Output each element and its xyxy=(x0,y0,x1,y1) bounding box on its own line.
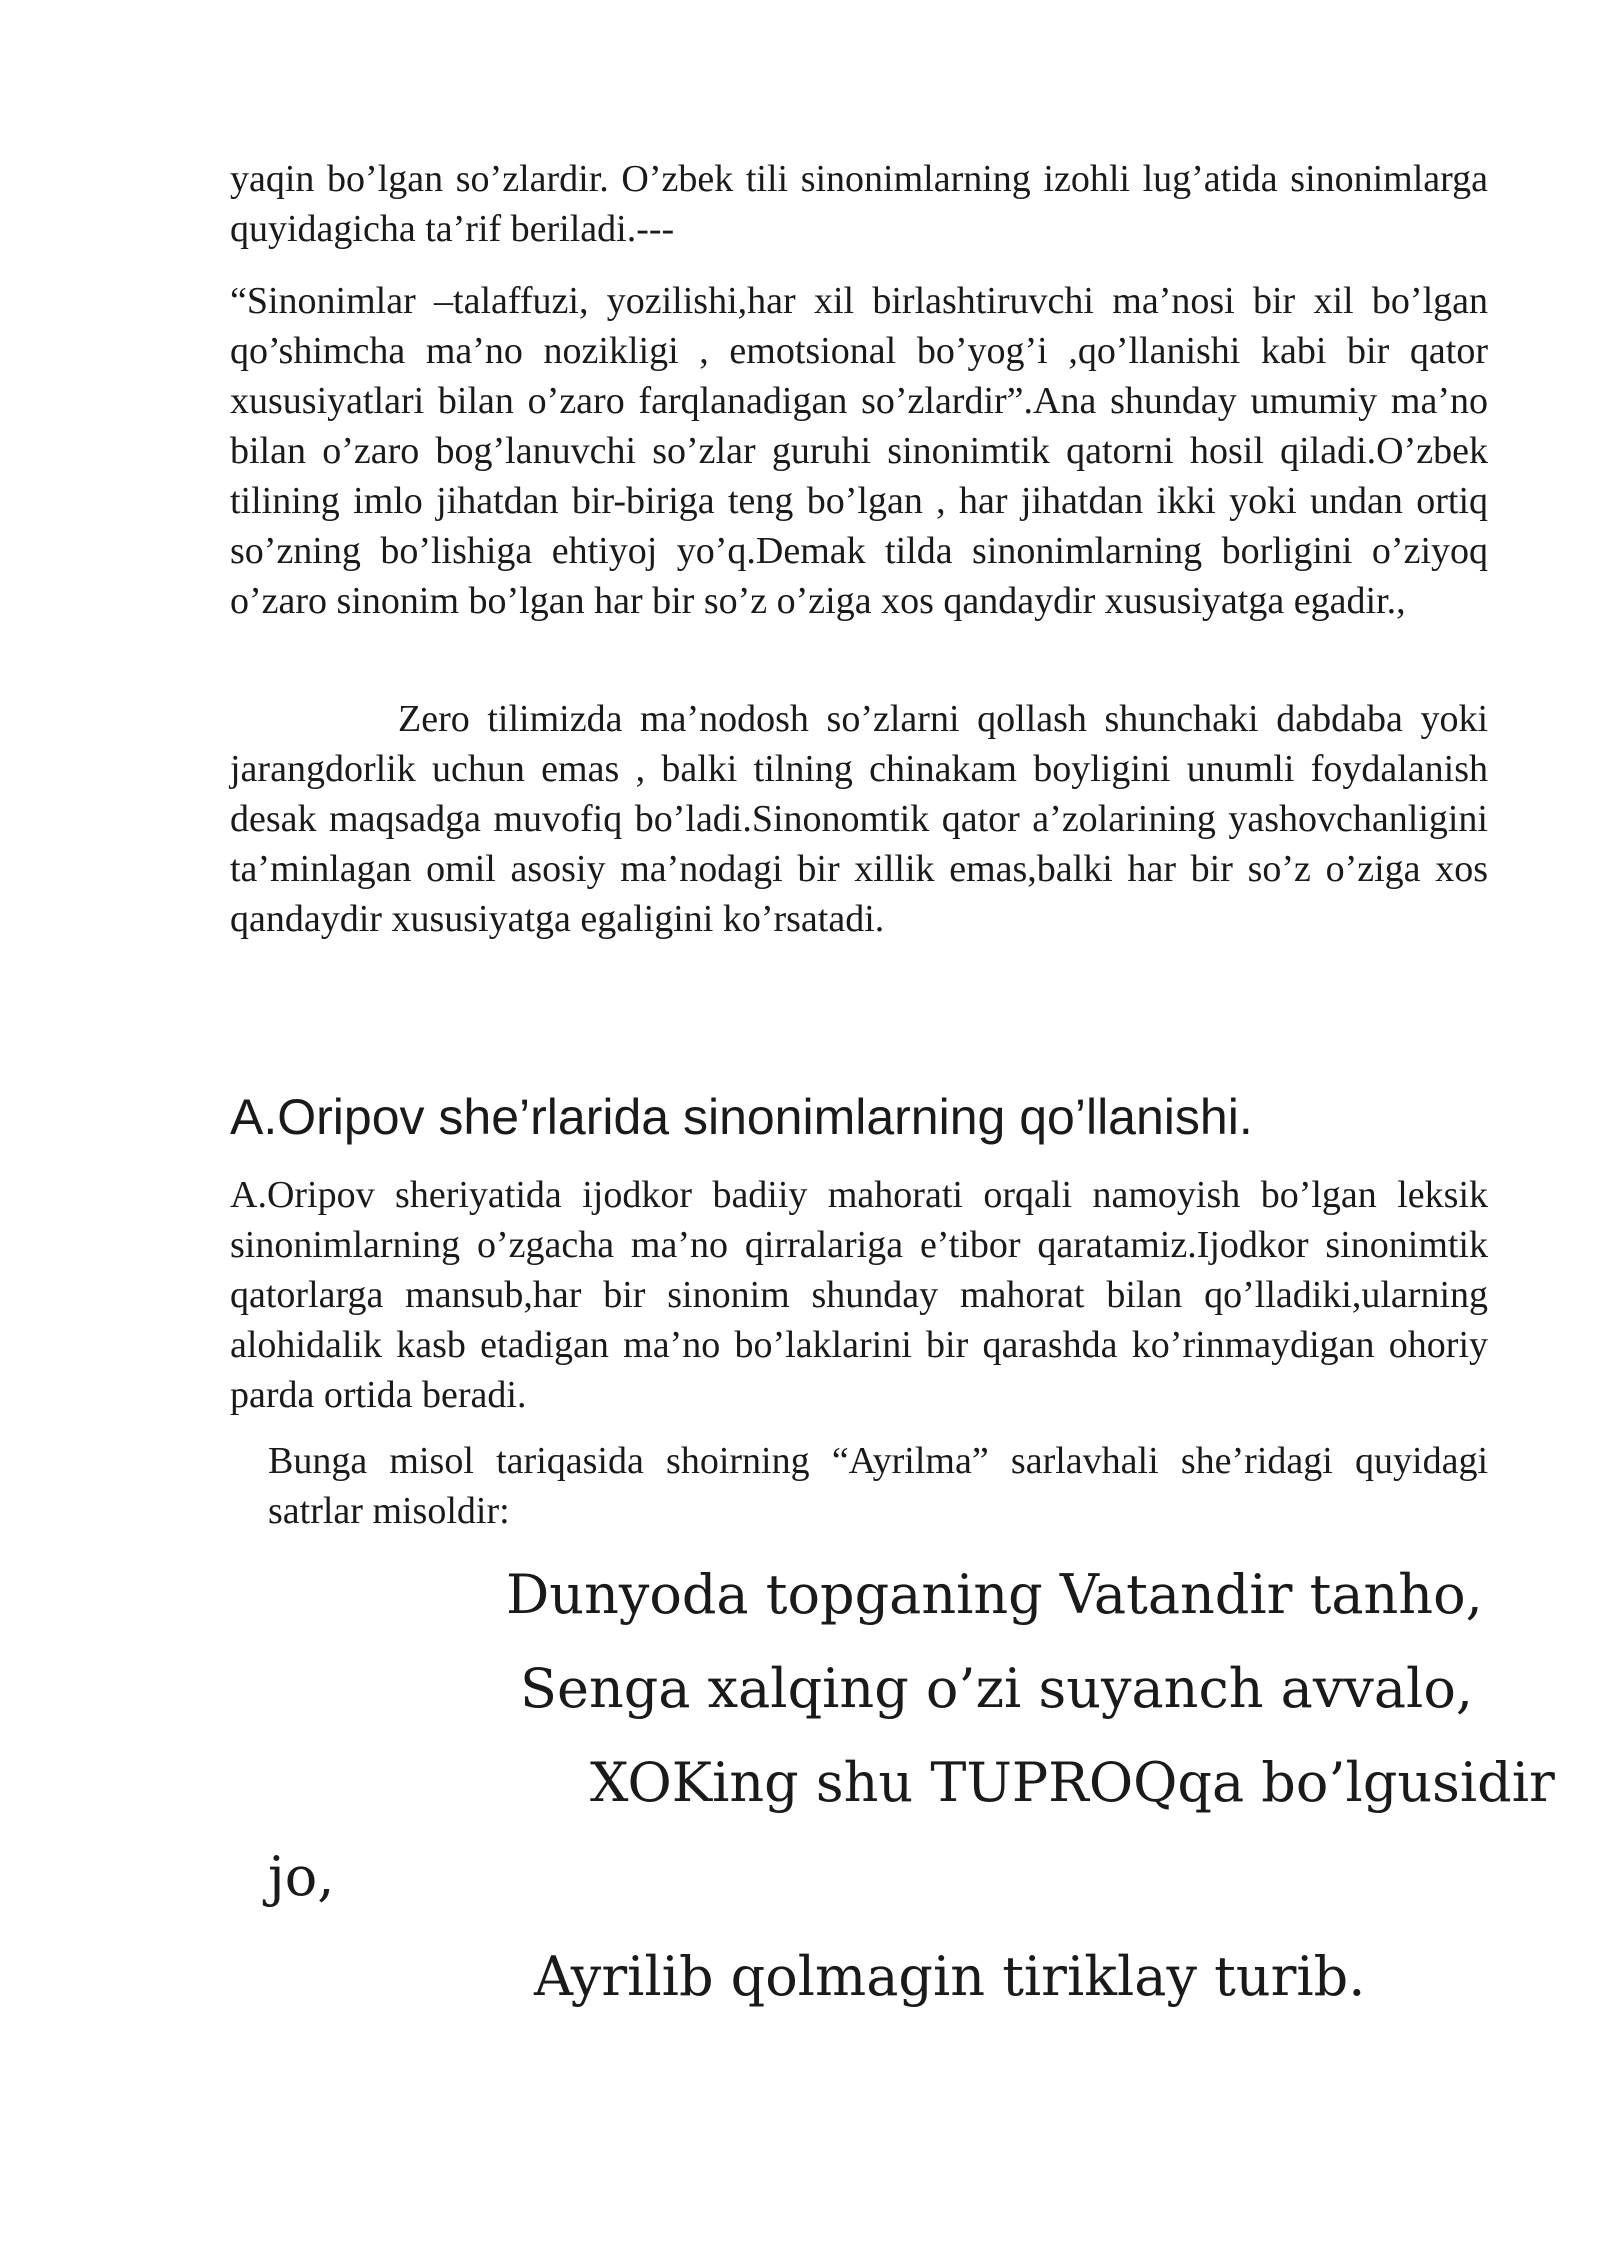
section-heading: A.Oripov she’rlarida sinonimlarning qo’llanishi. xyxy=(230,1089,1253,1145)
verse-line-continuation: jo, xyxy=(268,1845,335,1908)
verse-line: Senga xalqing o’zi suyanch avvalo, xyxy=(520,1657,1473,1720)
paragraph-example-intro: Bunga misol tariqasida shoirning “Ayrilma” sarlavhali she’ridagi quyidagi satrlar misoldir: xyxy=(268,1440,1488,1532)
verse-line: Dunyoda topganing Vatandir tanho, xyxy=(506,1563,1483,1626)
verse-line: XOKing shu TUPROQqa bo’lgusidir xyxy=(590,1751,1555,1814)
paragraph-definition: “Sinonimlar –talaffuzi, yozilishi,har xil birlashtiruvchi ma’nosi bir xil bo’lgan qo’shimcha ma’no nozikligi , emotsional bo’yog’i ,qo’llanishi kabi bir qator xususiyatlari bilan o’zaro farqlanadigan so’zlardir”.Ana shunday umumiy ma’no bilan o’zaro bog’lanuvchi so’zlar guruhi sinonimtik qatorni hosil qiladi.O’zbek tilining imlo jihatdan bir-biriga teng bo’lgan , har jihatdan ikki yoki undan ortiq so’zning bo’lishiga ehtiyoj yo’q.Demak tilda sinonimlarning borligini o’ziyoq o’zaro sinonim bo’lgan har bir so’z o’ziga xos qandaydir xususiyatga egadir., xyxy=(230,280,1488,622)
paragraph-zero: Zero tilimizda ma’nodosh so’zlarni qollash shunchaki dabdaba yoki jarangdorlik uchun emas , balki tilning chinakam boyligini unumli foydalanish desak maqsadga muvofiq bo’ladi.Sinonomtik qator a’zolarining yashovchanligini ta’minlagan omil asosiy ma’nodagi bir xillik emas,balki har bir so’z o’ziga xos qandaydir xususiyatga egaligini ko’rsatadi. xyxy=(230,698,1488,940)
verse-line: Ayrilib qolmagin tiriklay turib. xyxy=(534,1945,1366,2008)
paragraph-oripov: A.Oripov sheriyatida ijodkor badiiy mahorati orqali namoyish bo’lgan leksik sinonimlarning o’zgacha ma’no qirralariga e’tibor qaratamiz.Ijodkor sinonimtik qatorlarga mansub,har bir sinonim shunday mahorat bilan qo’lladiki,ularning alohidalik kasb etadigan ma’no bo’laklarini bir qarashda ko’rinmaydigan ohoriy parda ortida beradi. xyxy=(230,1174,1488,1416)
paragraph-intro: yaqin bo’lgan so’zlardir. O’zbek tili sinonimlarning izohli lug’atida sinonimlarga quyidagicha ta’rif beriladi.--- xyxy=(230,158,1488,250)
